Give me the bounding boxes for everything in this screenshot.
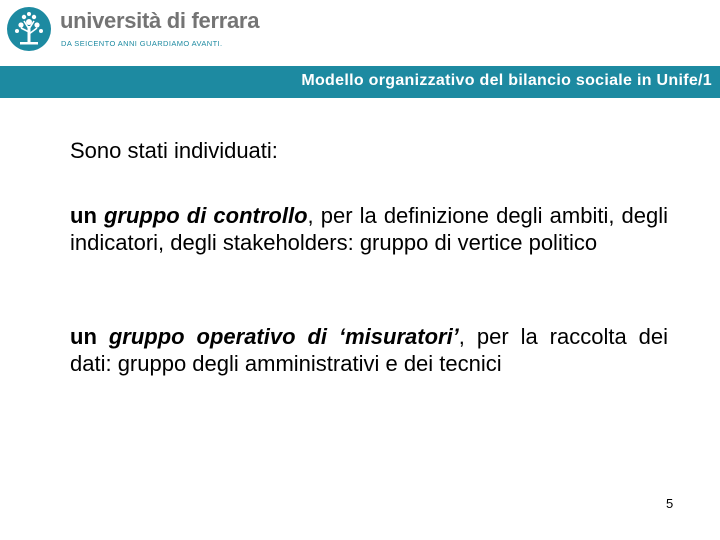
bullet-item-operative-group (70, 323, 668, 377)
university-logo (6, 6, 260, 58)
emphasis-italic: gruppo di controllo (103, 203, 308, 228)
lead-text: un (70, 324, 109, 349)
rest-text: , per la raccolta dei dati: gruppo degli amministrativi e dei tecnici (70, 324, 668, 376)
emphasis-text (104, 203, 308, 228)
logo-wordmark: università di ferrara (60, 8, 260, 33)
page-number: 5 (666, 496, 674, 511)
emphasis-text (109, 324, 459, 349)
rest-text: , per la definizione degli ambiti, degli indicatori, degli stakeholders: gruppo di vertice politico (70, 203, 669, 255)
lead-text: un (70, 203, 104, 228)
slide-title: Modello organizzativo del bilancio sociale in Unife/1 (301, 72, 712, 89)
bullet-item-control-group (70, 202, 668, 256)
title-bar (0, 66, 720, 98)
emphasis-italic: gruppo operativo di ‘misuratori’ (108, 324, 459, 349)
tree-emblem-icon (6, 6, 52, 52)
intro-text: Sono stati individuati: (70, 138, 278, 163)
logo-motto: DA SEICENTO ANNI GUARDIAMO AVANTI. (61, 39, 223, 48)
